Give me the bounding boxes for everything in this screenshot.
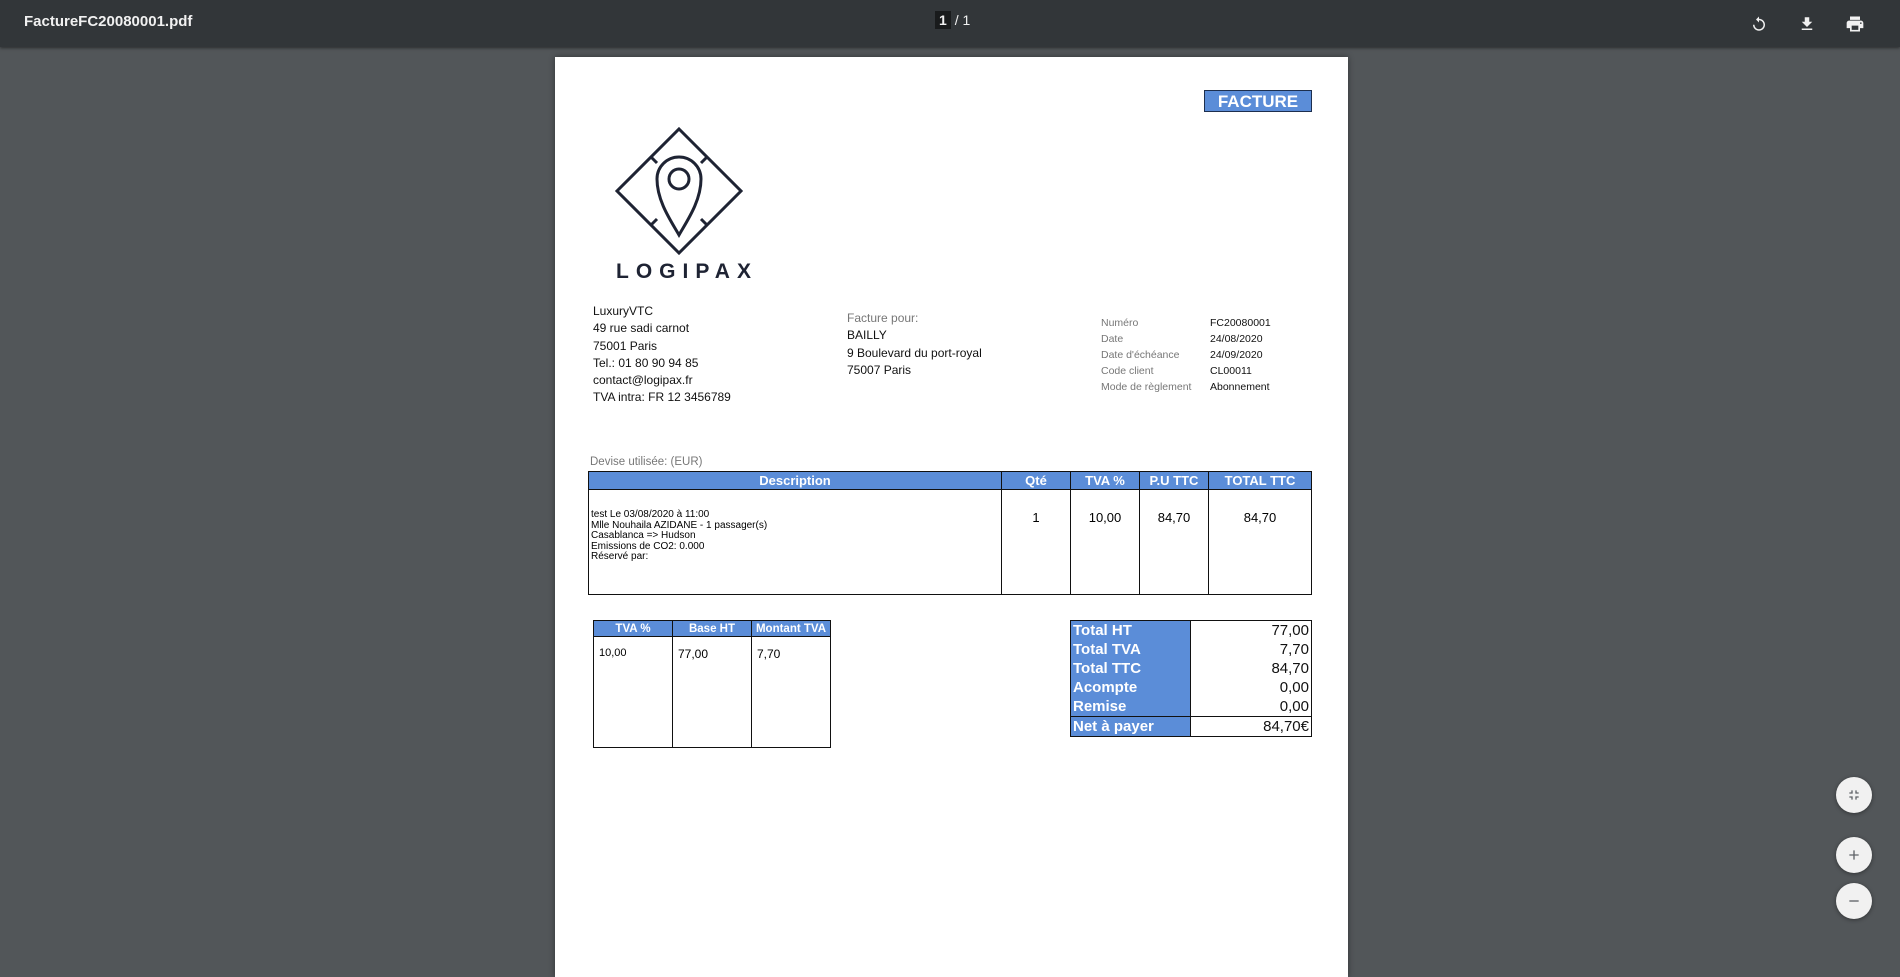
tva-rate: 10,00 xyxy=(594,637,673,748)
bill-to xyxy=(847,310,982,379)
file-name: FactureFC20080001.pdf xyxy=(24,13,193,30)
description-line: Mlle Nouhaila AZIDANE - 1 passager(s) xyxy=(591,519,768,531)
company-line: TVA intra: FR 12 3456789 xyxy=(593,390,731,405)
total-label: Total HT xyxy=(1071,621,1191,641)
page-current[interactable]: 1 xyxy=(935,11,951,29)
column-header: P.U TTC xyxy=(1140,472,1209,490)
totals-row xyxy=(1071,717,1312,737)
meta-value: 24/08/2020 xyxy=(1210,333,1263,345)
description-line: Casablanca => Hudson xyxy=(591,530,696,541)
logo-text: LOGIPAX xyxy=(616,260,758,283)
print-icon xyxy=(1845,14,1865,34)
meta-label: Date xyxy=(1101,333,1124,345)
invoice-meta-values xyxy=(1210,315,1271,395)
totals-row xyxy=(1071,697,1312,717)
total-label: Net à payer xyxy=(1071,717,1191,737)
totals-table xyxy=(1070,620,1312,737)
zoom-in-button[interactable] xyxy=(1836,837,1872,873)
currency-note: Devise utilisée: (EUR) xyxy=(590,456,703,468)
column-header: Description xyxy=(589,472,1002,490)
meta-label: Mode de règlement xyxy=(1101,381,1192,393)
fit-page-button[interactable] xyxy=(1836,777,1872,813)
line-total: 84,70 xyxy=(1209,490,1312,595)
total-label: Acompte xyxy=(1071,678,1191,697)
column-header: Montant TVA xyxy=(752,621,831,637)
totals-row xyxy=(1071,678,1312,697)
total-value: 77,00 xyxy=(1191,621,1312,641)
pdf-page xyxy=(555,57,1348,977)
print-button[interactable] xyxy=(1841,10,1869,38)
company-address xyxy=(593,303,731,407)
column-header: TVA % xyxy=(1071,472,1140,490)
totals-row xyxy=(1071,659,1312,678)
total-label: Total TVA xyxy=(1071,640,1191,659)
viewer-toolbar xyxy=(0,0,1900,47)
company-line: Tel.: 01 80 90 94 85 xyxy=(593,355,699,370)
line-description xyxy=(589,490,1002,595)
download-icon xyxy=(1798,15,1816,33)
company-line: 49 rue sadi carnot xyxy=(593,321,690,336)
total-value: 7,70 xyxy=(1191,640,1312,659)
total-label: Remise xyxy=(1071,697,1191,717)
tva-summary-table xyxy=(593,620,831,748)
column-header: Qté xyxy=(1002,472,1071,490)
line-unit-price: 84,70 xyxy=(1140,490,1209,595)
tva-base: 77,00 xyxy=(673,637,752,748)
bill-to-line: 9 Boulevard du port-royal xyxy=(847,345,982,360)
page-total: / 1 xyxy=(954,12,971,28)
minus-icon xyxy=(1846,893,1862,909)
total-value: 84,70€ xyxy=(1191,717,1312,737)
company-line: contact@logipax.fr xyxy=(593,373,693,388)
bill-to-line: BAILLY xyxy=(847,328,887,343)
description-line: Réservé par: xyxy=(591,551,649,562)
fit-page-icon xyxy=(1846,787,1862,803)
line-tva: 10,00 xyxy=(1071,490,1140,595)
company-line: 75001 Paris xyxy=(593,338,658,353)
meta-value: 24/09/2020 xyxy=(1210,349,1263,361)
total-value: 0,00 xyxy=(1191,678,1312,697)
plus-icon xyxy=(1846,847,1862,863)
meta-value: FC20080001 xyxy=(1210,317,1271,329)
description-line: test Le 03/08/2020 à 11:00 xyxy=(591,509,710,520)
total-value: 84,70 xyxy=(1191,659,1312,678)
total-value: 0,00 xyxy=(1191,697,1312,717)
tva-amount: 7,70 xyxy=(752,637,831,748)
page-indicator xyxy=(935,12,970,28)
totals-row xyxy=(1071,621,1312,641)
meta-label: Date d'échéance xyxy=(1101,349,1180,361)
table-row xyxy=(589,490,1312,595)
invoice-meta-labels xyxy=(1101,315,1191,395)
zoom-out-button[interactable] xyxy=(1836,883,1872,919)
logo-icon xyxy=(615,127,743,255)
column-header: TOTAL TTC xyxy=(1209,472,1312,490)
invoice-lines-table xyxy=(588,471,1312,595)
download-button[interactable] xyxy=(1793,10,1821,38)
meta-value: CL00011 xyxy=(1210,365,1252,377)
meta-label: Numéro xyxy=(1101,317,1139,329)
meta-label: Code client xyxy=(1101,365,1154,377)
column-header: TVA % xyxy=(594,621,673,637)
rotate-icon xyxy=(1750,15,1768,33)
totals-row xyxy=(1071,640,1312,659)
company-line: LuxuryVTC xyxy=(593,304,654,318)
line-qty: 1 xyxy=(1002,490,1071,595)
rotate-button[interactable] xyxy=(1745,10,1773,38)
bill-to-line: 75007 Paris xyxy=(847,362,912,377)
invoice-badge: FACTURE xyxy=(1204,90,1312,112)
meta-value: Abonnement xyxy=(1210,381,1270,393)
table-row xyxy=(594,637,831,748)
bill-to-label: Facture pour: xyxy=(847,311,919,325)
column-header: Base HT xyxy=(673,621,752,637)
description-line: Emissions de CO2: 0.000 xyxy=(591,540,705,552)
total-label: Total TTC xyxy=(1071,659,1191,678)
